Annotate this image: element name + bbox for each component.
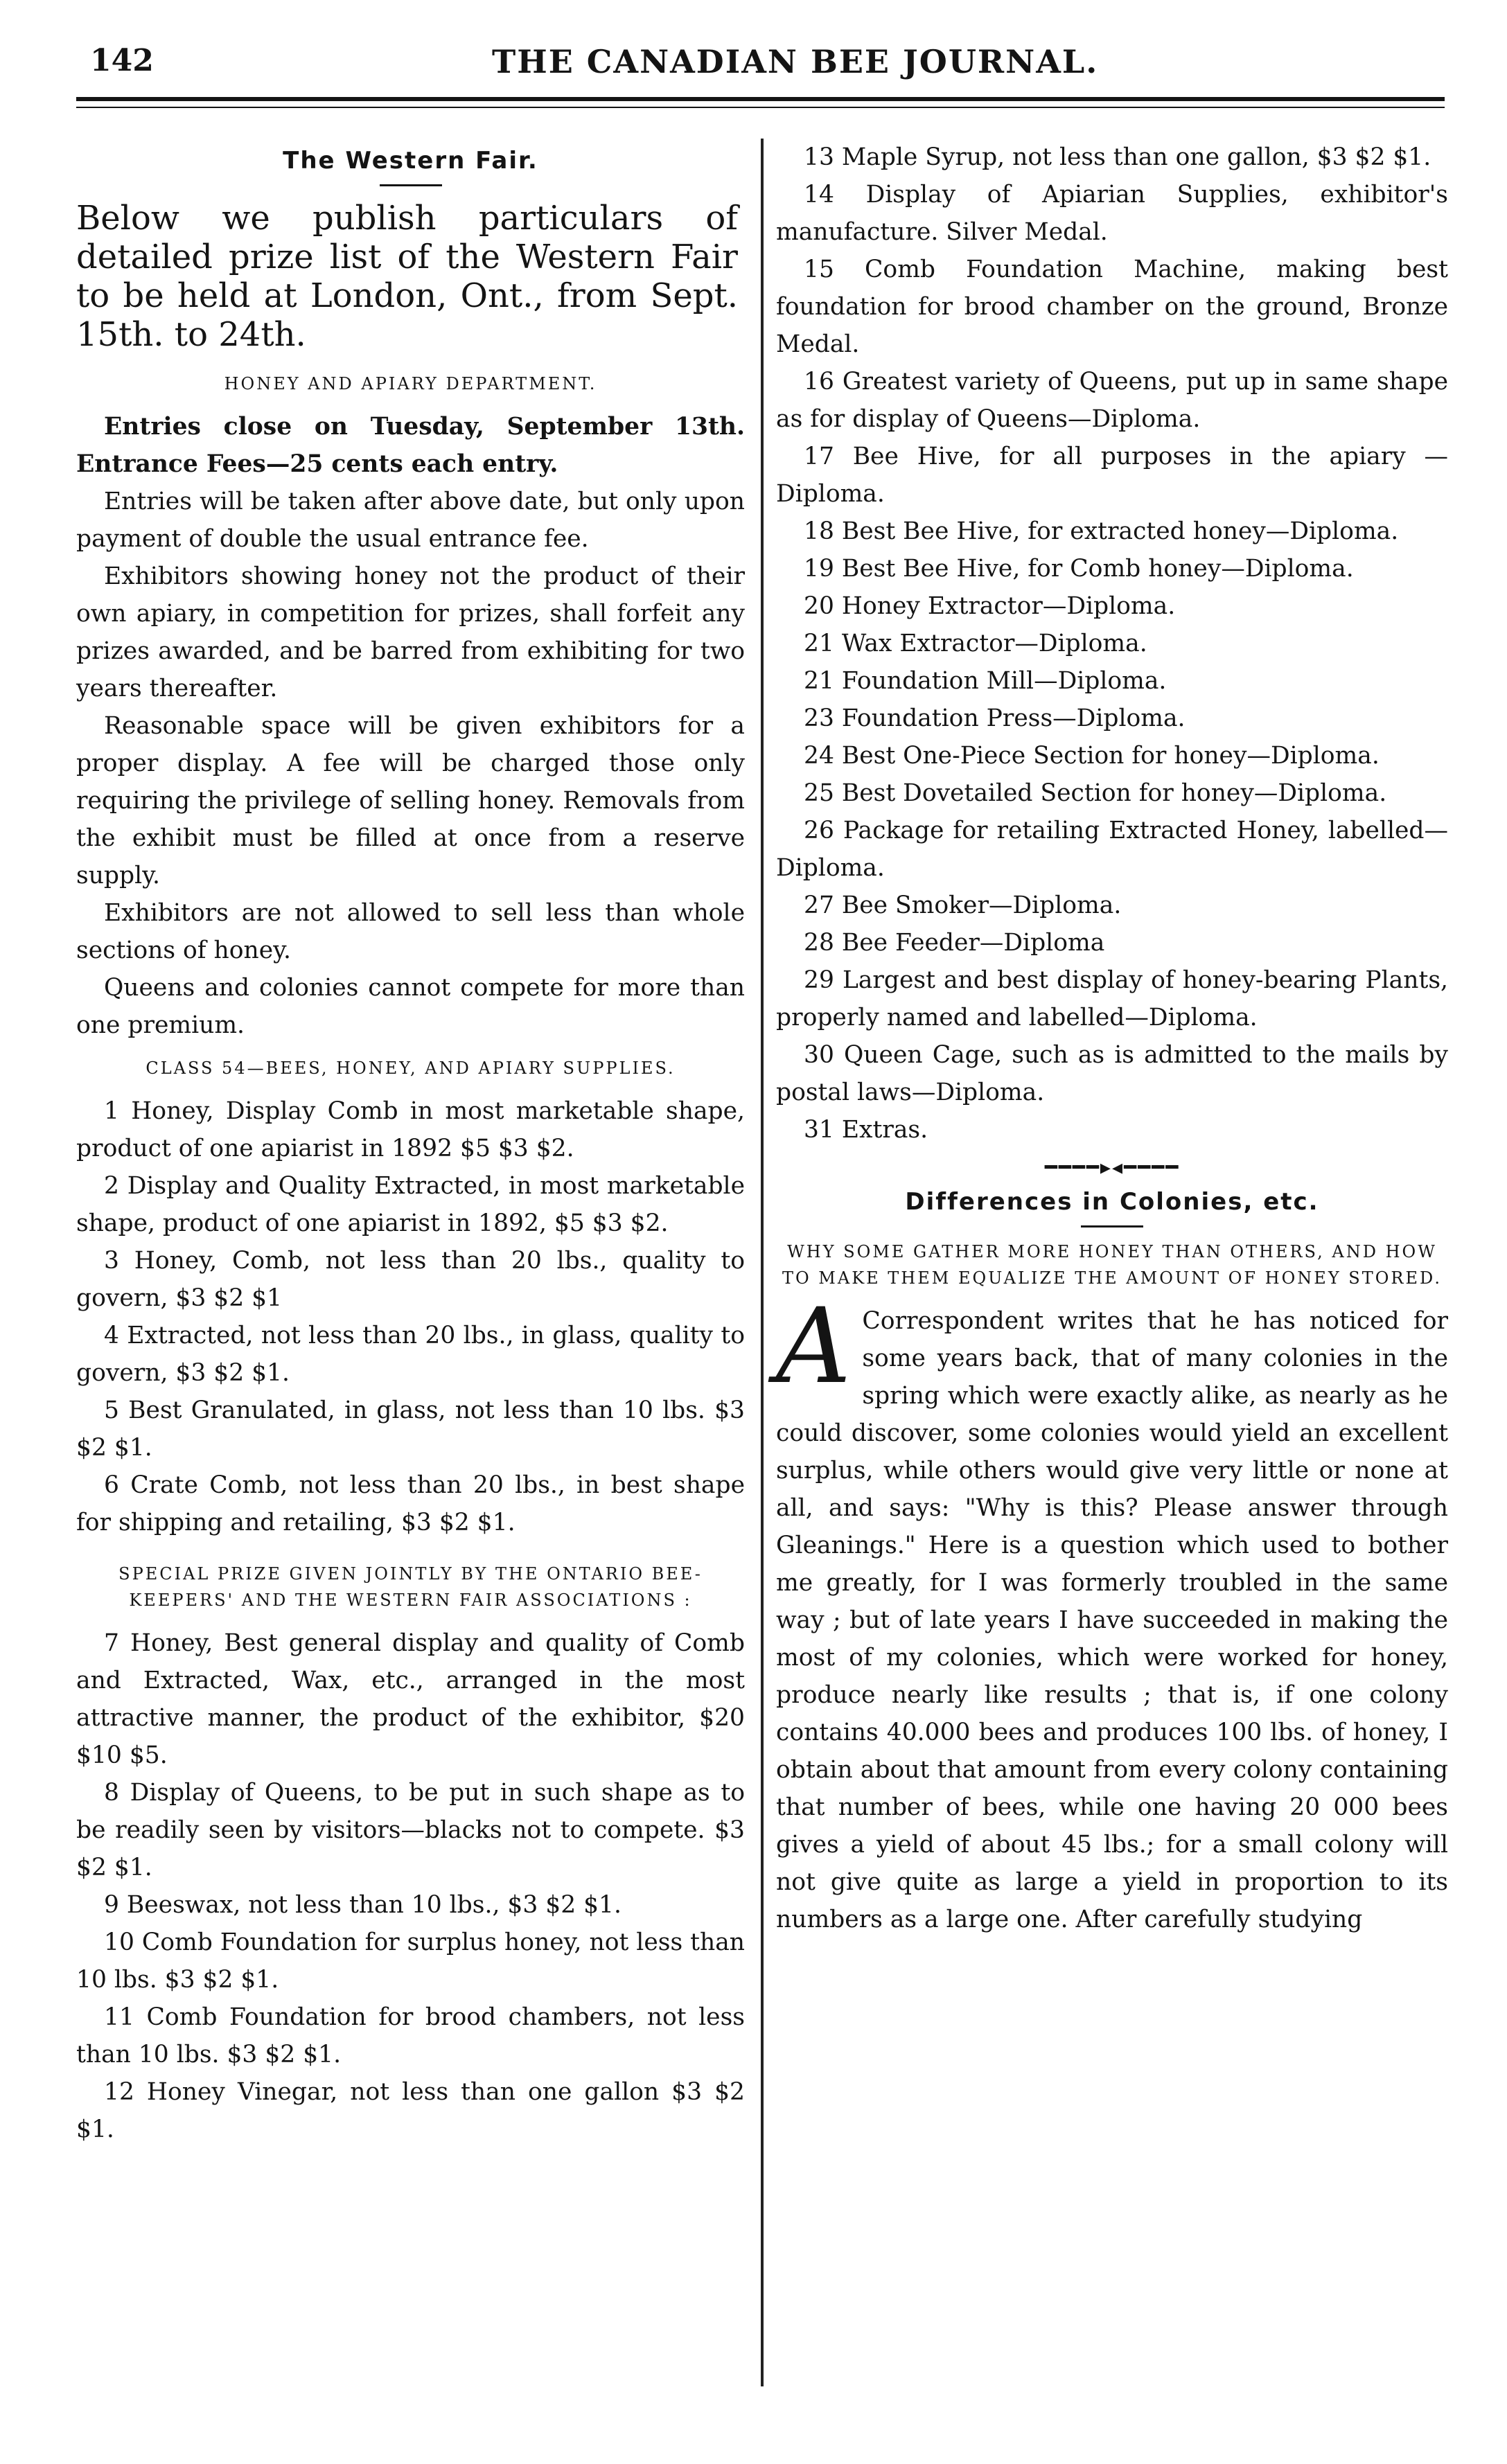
rules-paragraph: Exhibitors are not allowed to sell less than whole sections of honey.	[76, 899, 745, 964]
class-heading: CLASS 54—BEES, HONEY, AND APIARY SUPPLIES.	[146, 1058, 676, 1078]
western-fair-title: The Western Fair.	[283, 147, 538, 175]
prize-item: 17 Bee Hive, for all purposes in the apiary —Diploma.	[776, 443, 1448, 508]
dept-heading: HONEY AND APIARY DEPARTMENT.	[224, 374, 597, 393]
prize-item: 13 Maple Syrup, not less than one gallon, $3 $2 $1.	[804, 143, 1431, 171]
prize-item: 10 Comb Foundation for surplus honey, not less than 10 lbs. $3 $2 $1.	[76, 1929, 745, 1994]
prize-item: 24 Best One-Piece Section for honey—Diploma.	[804, 742, 1380, 770]
prize-item: 4 Extracted, not less than 20 lbs., in glass, quality to govern, $3 $2 $1.	[76, 1322, 745, 1387]
prize-item: 9 Beeswax, not less than 10 lbs., $3 $2 $1.	[104, 1891, 622, 1919]
left-column	[76, 139, 745, 2148]
right-column	[776, 139, 1448, 1938]
title-rule	[380, 184, 442, 186]
rules-paragraph: Entries close on Tuesday, September 13th. Entrance Fees—25 cents each entry.	[76, 413, 745, 478]
prize-item: 28 Bee Feeder—Diploma	[804, 929, 1105, 957]
header-rule-thin	[76, 107, 1445, 108]
prize-item: 19 Best Bee Hive, for Comb honey—Diploma.	[804, 555, 1354, 583]
rules-paragraph: Exhibitors showing honey not the product of their own apiary, in competition for prizes, shall forfeit any prizes awarded, and be barred from exhibiting for two years thereafter.	[76, 562, 745, 702]
rules-paragraph: Entries will be taken after above date, but only upon payment of double the usual entrance fee.	[76, 488, 745, 553]
prize-item: 2 Display and Quality Extracted, in most marketable shape, product of one apiarist in 1892, $5 $3 $2.	[76, 1172, 745, 1237]
prize-item: 6 Crate Comb, not less than 20 lbs., in best shape for shipping and retailing, $3 $2 $1.	[76, 1471, 745, 1536]
prize-item: 14 Display of Apiarian Supplies, exhibitor's manufacture. Silver Medal.	[776, 181, 1448, 246]
prize-item: 21 Wax Extractor—Diploma.	[804, 630, 1147, 657]
prize-item: 3 Honey, Comb, not less than 20 lbs., quality to govern, $3 $2 $1	[76, 1247, 745, 1312]
column-divider	[761, 139, 764, 2386]
prize-item: 26 Package for retailing Extracted Honey, labelled—Diploma.	[776, 817, 1448, 882]
prize-item: 27 Bee Smoker—Diploma.	[804, 892, 1122, 919]
prize-item: 11 Comb Foundation for brood chambers, not less than 10 lbs. $3 $2 $1.	[76, 2003, 745, 2068]
prize-item: 12 Honey Vinegar, not less than one gallon $3 $2 $1.	[76, 2078, 745, 2143]
prize-item: 23 Foundation Press—Diploma.	[804, 704, 1186, 732]
header-rule-thick	[76, 97, 1445, 101]
prize-item: 21 Foundation Mill—Diploma.	[804, 667, 1167, 695]
intro-paragraph: Below we publish particulars of detailed prize list of the Western Fair to be held at London, Ont., from Sept. 15th. to 24th.	[76, 199, 738, 354]
prize-item: 15 Comb Foundation Machine, making best foundation for brood chamber on the ground, Bronze Medal.	[776, 256, 1448, 358]
rules-paragraph: Queens and colonies cannot compete for more than one premium.	[76, 974, 745, 1039]
prize-item: 16 Greatest variety of Queens, put up in same shape as for display of Queens—Diploma.	[776, 368, 1448, 433]
prize-item: 31 Extras.	[804, 1116, 928, 1144]
article-body	[776, 1286, 1448, 1938]
prize-item: 7 Honey, Best general display and quality of Comb and Extracted, Wax, etc., arranged in the most attractive manner, the product of the exhibitor, $20 $10 $5.	[76, 1629, 745, 1769]
prize-item: 30 Queen Cage, such as is admitted to the mails by postal laws—Diploma.	[776, 1041, 1448, 1106]
prize-item: 25 Best Dovetailed Section for honey—Diploma.	[804, 779, 1387, 807]
title-rule	[1081, 1225, 1143, 1227]
rules-paragraph: Reasonable space will be given exhibitors for a proper display. A fee will be charged those only requiring the privilege of selling honey. Removals from the exhibit must be filled at once from a reserve supply.	[76, 712, 745, 889]
prize-item: 1 Honey, Display Comb in most marketable shape, product of one apiarist in 1892 $5 $3 $2.	[76, 1097, 745, 1162]
special-prize-heading: SPECIAL PRIZE GIVEN JOINTLY BY THE ONTARIO BEE-KEEPERS' AND THE WESTERN FAIR ASSOCIATIONS :	[118, 1564, 703, 1610]
prize-item: 20 Honey Extractor—Diploma.	[804, 592, 1176, 620]
prize-item: 18 Best Bee Hive, for extracted honey—Diploma.	[804, 517, 1399, 545]
article-text: Correspondent writes that he has noticed for some years back, that of many colonies in the spring which were exactly alike, as nearly as he could discover, some colonies would yield an excellent surplus, while others would give very little or none at all, and says: "Why is this? Please answer through Gleanings." Here is a question which used to bother me greatly, for I was formerly troubled in the same way ; but of late years I have succeeded in making the most of my colonies, which were worked for honey, produce nearly like results ; that is, if one colony contains 40.000 bees and produces 100 lbs. of honey, I obtain about that amount from every colony containing that number of bees, while one having 20 000 bees gives a yield of about 45 lbs.; for a small colony will not give quite as large a yield in proportion to its numbers as a large one. After carefully studying	[776, 1307, 1448, 1933]
article-subheading: WHY SOME GATHER MORE HONEY THAN OTHERS, AND HOW TO MAKE THEM EQUALIZE THE AMOUNT OF HONEY STORED.	[782, 1242, 1443, 1288]
journal-title: THE CANADIAN BEE JOURNAL.	[492, 43, 1099, 80]
page-header	[76, 43, 1445, 91]
ornamental-rule: ━━━━▸◂━━━━	[1044, 1155, 1180, 1180]
differences-title: Differences in Colonies, etc.	[905, 1188, 1319, 1216]
page-number: 142	[90, 43, 154, 78]
prize-item: 5 Best Granulated, in glass, not less than 10 lbs. $3 $2 $1.	[76, 1397, 745, 1462]
drop-cap-letter: A	[776, 1286, 852, 1407]
prize-item: 29 Largest and best display of honey-bearing Plants, properly named and labelled—Diploma.	[776, 966, 1448, 1031]
prize-item: 8 Display of Queens, to be put in such shape as to be readily seen by visitors—blacks not to compete. $3 $2 $1.	[76, 1779, 745, 1881]
